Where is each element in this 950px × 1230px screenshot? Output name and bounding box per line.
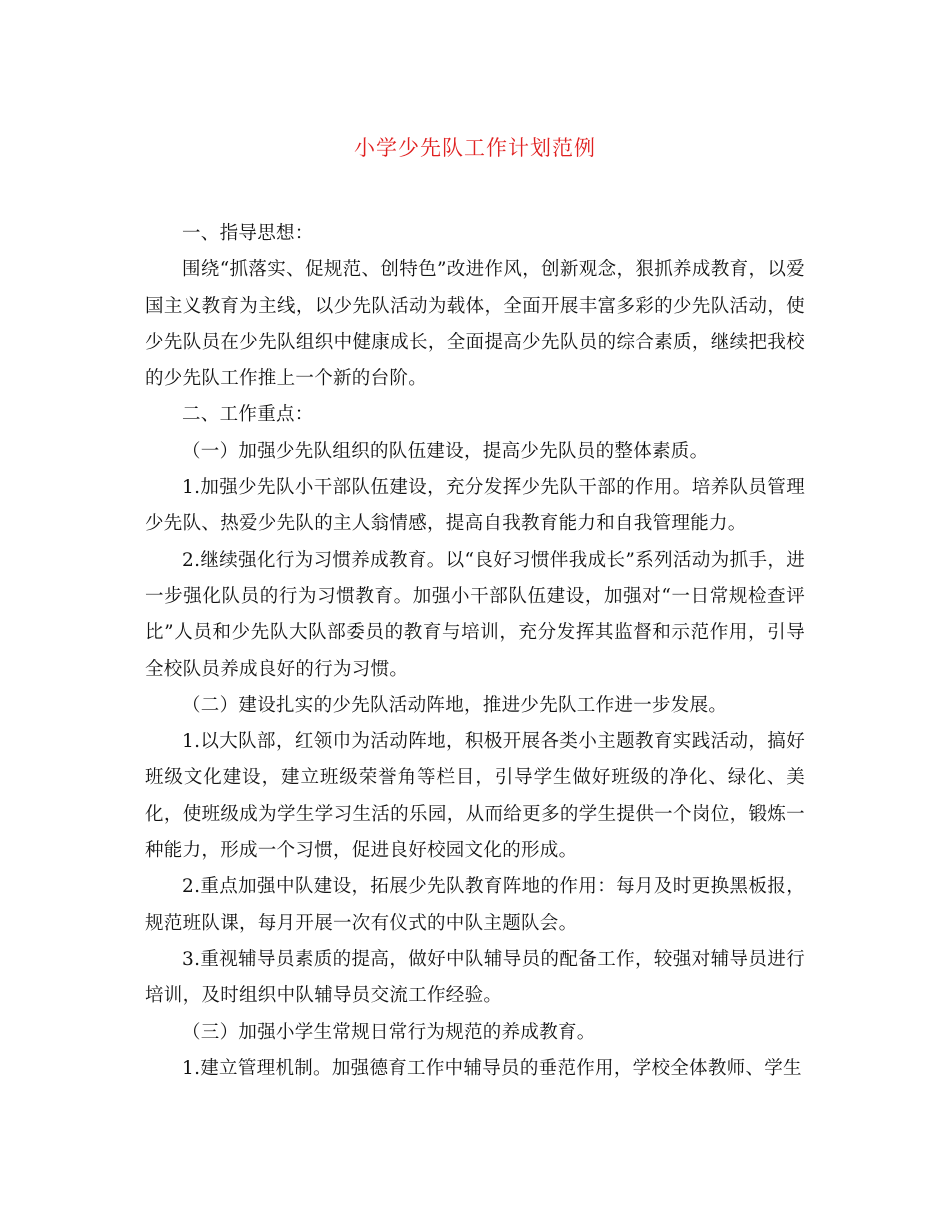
- paragraph-1-1: 1.加强少先队小干部队伍建设，充分发挥少先队干部的作用。培养队员管理少先队、热爱少先队的主人翁情感，提高自我教育能力和自我管理能力。: [145, 477, 805, 535]
- document-body: [145, 216, 805, 1087]
- section-heading-work-focus: 二、工作重点：: [182, 404, 314, 426]
- paragraph-3-1: 1.建立管理机制。加强德育工作中辅导员的垂范作用，学校全体教师、学生: [182, 1057, 802, 1079]
- paragraph-2-1: 1.以大队部，红领巾为活动阵地，积极开展各类小主题教育实践活动，搞好班级文化建设，建立班级荣誉角等栏目，引导学生做好班级的净化、绿化、美化，使班级成为学生学习生活的乐园，从而给更多的学生提供一个岗位，锻炼一种能力，形成一个习惯，促进良好校园文化的形成。: [145, 731, 805, 862]
- document-title: 小学少先队工作计划范例: [354, 136, 596, 160]
- paragraph-1-2: 2.继续强化行为习惯养成教育。以“良好习惯伴我成长”系列活动为抓手，进一步强化队员的行为习惯教育。加强小干部队伍建设，加强对“一日常规检查评比”人员和少先队大队部委员的教育与培训，充分发挥其监督和示范作用，引导全校队员养成良好的行为习惯。: [145, 549, 805, 680]
- subsection-heading-2: （二）建设扎实的少先队活动阵地，推进少先队工作进一步发展。: [182, 694, 728, 716]
- subsection-heading-3: （三）加强小学生常规日常行为规范的养成教育。: [182, 1021, 596, 1043]
- section-heading-guiding-thought: 一、指导思想：: [182, 223, 314, 244]
- paragraph-2-2: 2.重点加强中队建设，拓展少先队教育阵地的作用：每月及时更换黑板报，规范班队课，每月开展一次有仪式的中队主题队会。: [145, 876, 805, 934]
- subsection-heading-1: （一）加强少先队组织的队伍建设，提高少先队员的整体素质。: [182, 440, 709, 462]
- paragraph-guiding-thought: 围绕“抓落实、促规范、创特色”改进作风，创新观念，狠抓养成教育，以爱国主义教育为主线，以少先队活动为载体，全面开展丰富多彩的少先队活动，使少先队员在少先队组织中健康成长，全面提高少先队员的综合素质，继续把我校的少先队工作推上一个新的台阶。: [145, 259, 805, 390]
- paragraph-2-3: 3.重视辅导员素质的提高，做好中队辅导员的配备工作，较强对辅导员进行培训，及时组织中队辅导员交流工作经验。: [145, 948, 805, 1007]
